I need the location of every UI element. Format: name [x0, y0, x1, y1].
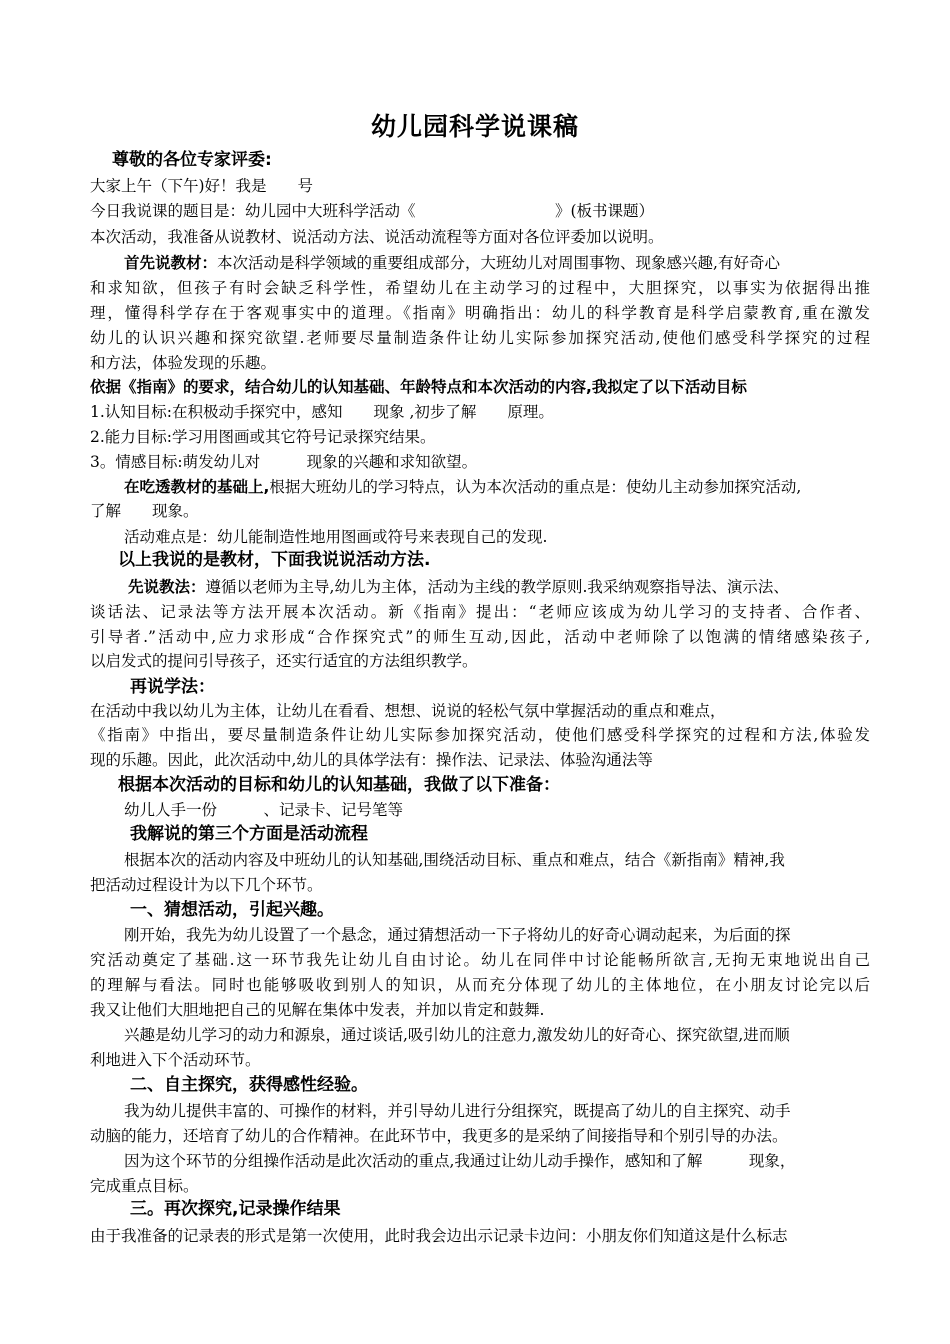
section-heading: 二、自主探究，获得感性经验。 — [130, 1075, 368, 1095]
paragraph-text: 遵循以老师为主导,幼儿为主体，活动为主线的教学原则.我采纳观察指导法、演示法、 — [205, 578, 789, 596]
paragraph-line: 谈话法、记录法等方法开展本次活动。新《指南》提出：“老师应该成为幼儿学习的支持者、合作者、 — [90, 603, 870, 621]
goal-item: 2.能力目标:学习用图画或其它符号记录探究结果。 — [90, 428, 436, 446]
paragraph-line: 以启发式的提问引导孩子，还实行适宜的方法组织教学。 — [90, 652, 478, 670]
section-heading: 一、猜想活动，引起兴趣。 — [130, 900, 334, 920]
paragraph-line: 兴趣是幼儿学习的动力和源泉，通过谈话,吸引幼儿的注意力,激发幼儿的好奇心、探究欲望,进而顺 — [124, 1026, 790, 1044]
section-heading: 再说学法： — [130, 677, 215, 697]
section-heading: 以上我说的是教材，下面我说说活动方法. — [118, 550, 431, 570]
section-heading: 三。再次探究,记录操作结果 — [130, 1199, 341, 1219]
paragraph-line: 因为这个环节的分组操作活动是此次活动的重点,我通过让幼儿动手操作，感知和了解 现象， — [124, 1152, 796, 1170]
paragraph-line: 利地进入下个活动环节。 — [90, 1051, 261, 1069]
paragraph-line: 究活动奠定了基础.这一环节我先让幼儿自由讨论。幼儿在同伴中讨论能畅所欲言,无拘无束地说出自己 — [90, 951, 870, 969]
paragraph-line: 幼儿人手一份 、记录卡、记号笔等 — [124, 801, 404, 819]
paragraph-line — [124, 253, 870, 273]
paragraph-line: 了解 现象。 — [90, 502, 199, 520]
paragraph-line: 我又让他们大胆地把自己的见解在集体中发表，并加以肯定和鼓舞. — [90, 1001, 545, 1019]
document-title: 幼儿园科学说课稿 — [370, 112, 579, 141]
section-heading: 依据《指南》的要求，结合幼儿的认知基础、年龄特点和本次活动的内容,我拟定了以下活动目标 — [90, 378, 747, 396]
paragraph-line: 的理解与看法。同时也能够吸收到别人的知识，从而充分体现了幼儿的主体地位，在小朋友讨论完以后 — [90, 976, 870, 994]
paragraph-line: 刚开始，我先为幼儿设置了一个悬念，通过猜想活动一下子将幼儿的好奇心调动起来，为后面的探 — [124, 926, 791, 944]
paragraph-line: 把活动过程设计为以下几个环节。 — [90, 876, 323, 894]
paragraph-line: 在活动中我以幼儿为主体，让幼儿在看看、想想、说说的轻松气氛中掌握活动的重点和难点， — [90, 702, 726, 720]
paragraph-text: 根据大班幼儿的学习特点，认为本次活动的重点是：使幼儿主动参加探究活动, — [269, 478, 802, 496]
paragraph-line — [124, 477, 870, 497]
paragraph-line: 本次活动，我准备从说教材、说活动方法、说活动流程等方面对各位评委加以说明。 — [90, 228, 664, 246]
section-heading: 首先说教材： — [124, 254, 218, 272]
goal-item: 3。情感目标:萌发幼儿对 现象的兴趣和求知欲望。 — [90, 453, 478, 471]
section-heading: 我解说的第三个方面是活动流程 — [130, 824, 368, 844]
paragraph-line: 完成重点目标。 — [90, 1177, 199, 1195]
paragraph-line: 引导者.”活动中,应力求形成“合作探究式”的师生互动,因此，活动中老师除了以饱满的情绪感染孩子, — [90, 628, 870, 646]
paragraph-line: 现的乐趣。因此，此次活动中,幼儿的具体学法有：操作法、记录法、体验沟通法等 — [90, 751, 653, 769]
paragraph-line — [128, 577, 870, 597]
section-heading: 在吃透教材的基础上, — [124, 478, 270, 496]
greeting: 尊敬的各位专家评委: — [112, 150, 272, 170]
paragraph-line: 活动难点是：幼儿能制造性地用图画或符号来表现自己的发现. — [124, 528, 548, 546]
section-heading: 先说教法： — [128, 578, 206, 596]
paragraph-line: 由于我准备的记录表的形式是第一次使用，此时我会边出示记录卡边问：小朋友你们知道这是什么标志 — [90, 1227, 788, 1245]
paragraph-line: 幼儿的认识兴趣和探究欲望.老师要尽量制造条件让幼儿实际参加探究活动,使他们感受科学探究的过程 — [90, 329, 870, 347]
paragraph-line: 我为幼儿提供丰富的、可操作的材料，并引导幼儿进行分组探究，既提高了幼儿的自主探究、动手 — [124, 1102, 791, 1120]
goal-item: 1.认知目标:在积极动手探究中，感知 现象 ,初步了解 原理。 — [90, 403, 554, 421]
paragraph-line: 理，懂得科学存在于客观事实中的道理。《指南》明确指出：幼儿的科学教育是科学启蒙教育,重在激发 — [90, 304, 870, 322]
paragraph-line: 大家上午（下午)好！我是 号 — [90, 177, 314, 195]
paragraph-line: 《指南》中指出，要尽量制造条件让幼儿实际参加探究活动，使他们感受科学探究的过程和方法,体验发 — [90, 726, 870, 744]
paragraph-line: 今日我说课的题目是：幼儿园中大班科学活动《 》(板书课题） — [90, 202, 655, 220]
paragraph-text: 本次活动是科学领域的重要组成部分，大班幼儿对周围事物、现象感兴趣,有好奇心 — [217, 254, 780, 272]
paragraph-line: 动脑的能力，还培育了幼儿的合作精神。在此环节中，我更多的是采纳了间接指导和个别引导的办法。 — [90, 1127, 788, 1145]
paragraph-line: 和求知欲，但孩子有时会缺乏科学性，希望幼儿在主动学习的过程中，大胆探究，以事实为依据得出推 — [90, 279, 870, 297]
paragraph-line: 根据本次的活动内容及中班幼儿的认知基础,围绕活动目标、重点和难点，结合《新指南》精神,我 — [124, 851, 785, 869]
section-heading: 根据本次活动的目标和幼儿的认知基础，我做了以下准备： — [118, 775, 560, 795]
paragraph-line: 和方法，体验发现的乐趣。 — [90, 354, 277, 372]
